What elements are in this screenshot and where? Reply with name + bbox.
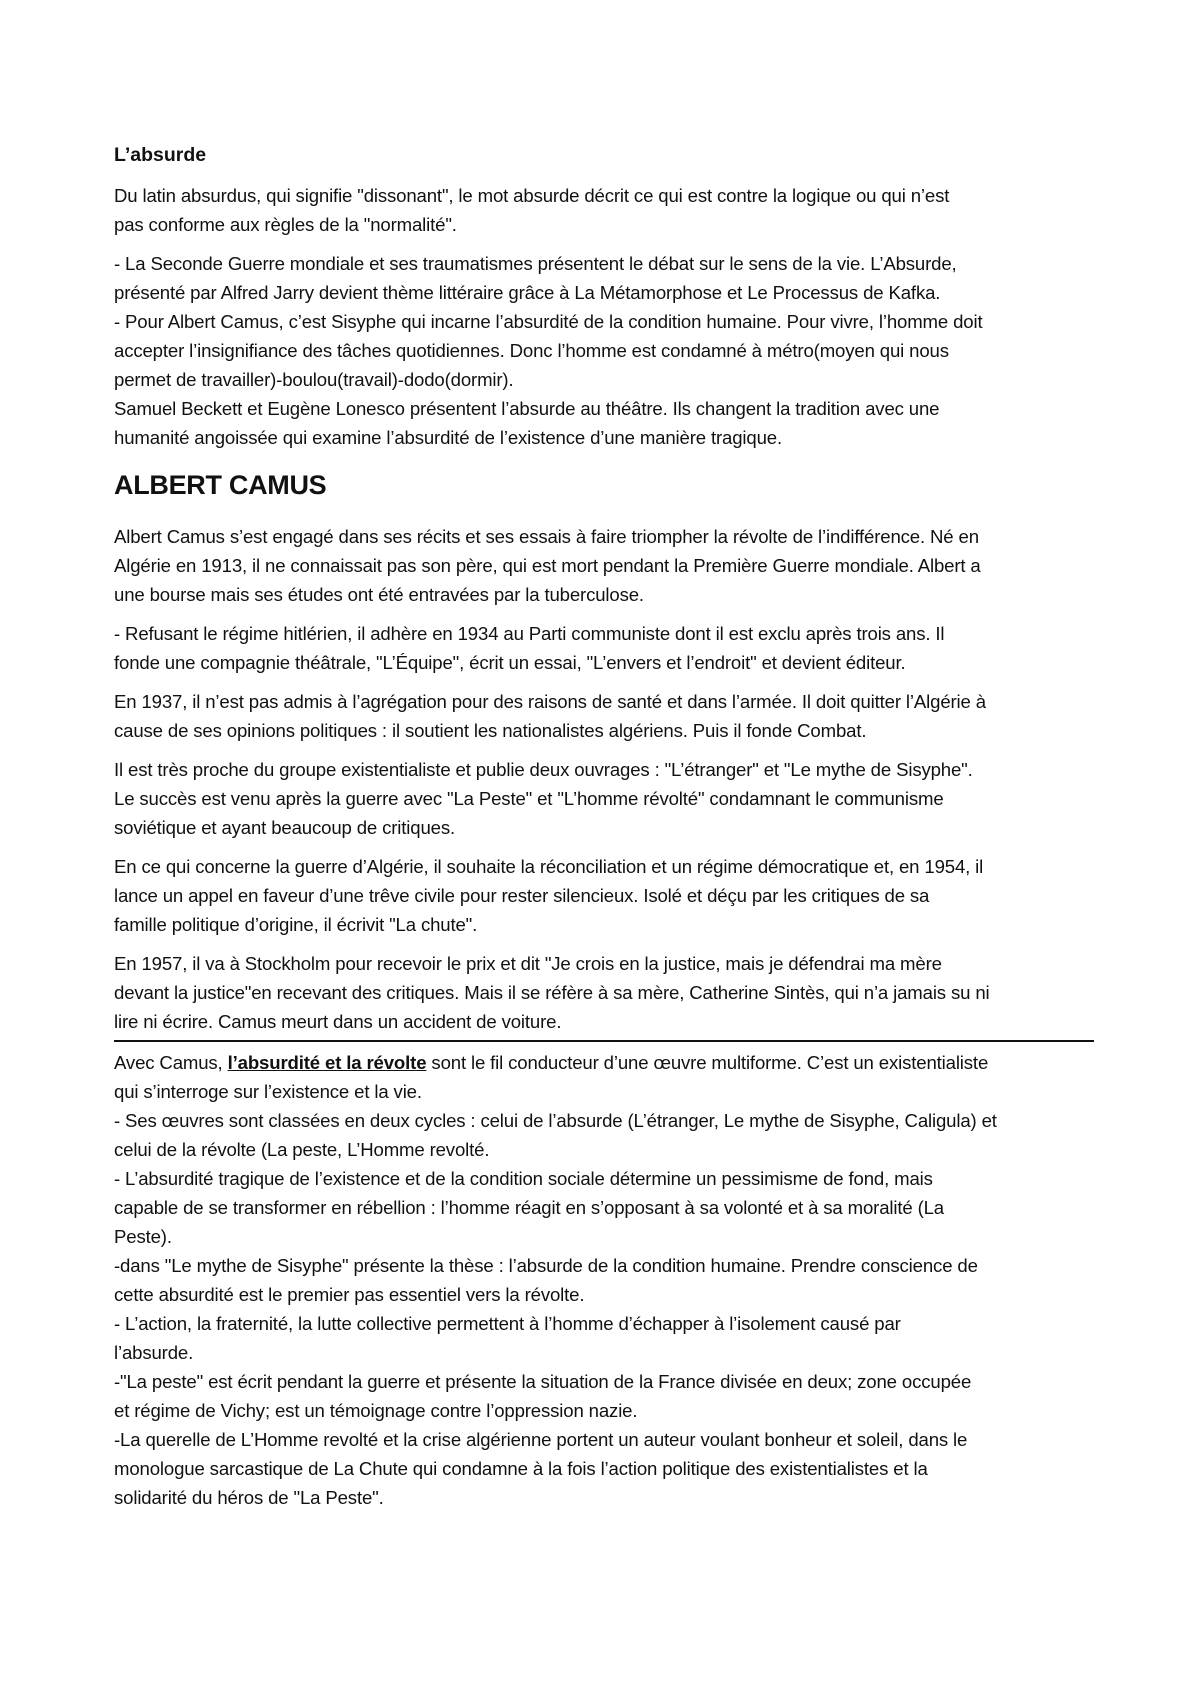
absurde-paragraph xyxy=(114,249,1090,452)
text-line: cause de ses opinions politiques : il soutient les nationalistes algériens. Puis il fonde Combat. xyxy=(114,720,867,741)
text-line: Albert Camus s’est engagé dans ses récits et ses essais à faire triompher la révolte de l’indifférence. Né en xyxy=(114,526,979,547)
text-line: - L’absurdité tragique de l’existence et de la condition sociale détermine un pessimisme de fond, mais xyxy=(114,1168,933,1189)
highlight-absurdite-revolte: l’absurdité et la révolte xyxy=(227,1052,427,1073)
text-line: - La Seconde Guerre mondiale et ses traumatismes présentent le débat sur le sens de la vie. L’Absurde, xyxy=(114,253,957,274)
text-line: devant la justice"en recevant des critiques. Mais il se réfère à sa mère, Catherine Sintès, qui n’a jamais su ni xyxy=(114,982,990,1003)
text-before: Avec Camus, xyxy=(114,1052,228,1073)
camus-paragraph-6 xyxy=(114,949,1090,1036)
text-line: permet de travailler)-boulou(travail)-dodo(dormir). xyxy=(114,369,514,390)
camus-paragraph-4 xyxy=(114,755,1090,842)
text-line: -"La peste" est écrit pendant la guerre et présente la situation de la France divisée en deux; zone occupée xyxy=(114,1371,972,1392)
text-line: Il est très proche du groupe existentialiste et publie deux ouvrages : "L’étranger" et "Le mythe de Sisyphe". xyxy=(114,759,973,780)
text-line: humanité angoissée qui examine l’absurdité de l’existence d’une manière tragique. xyxy=(114,427,782,448)
text-line: accepter l’insignifiance des tâches quotidiennes. Donc l’homme est condamné à métro(moyen qui nous xyxy=(114,340,949,361)
text-line: - Ses œuvres sont classées en deux cycles : celui de l’absurde (L’étranger, Le mythe de Sisyphe, Caligula) et xyxy=(114,1110,997,1131)
text-line: Le succès est venu après la guerre avec "La Peste" et "L’homme révolté" condamnant le communisme xyxy=(114,788,944,809)
text-line: Algérie en 1913, il ne connaissait pas son père, qui est mort pendant la Première Guerre mondiale. Albert a xyxy=(114,555,981,576)
text-line: soviétique et ayant beaucoup de critiques. xyxy=(114,817,456,838)
text-line: solidarité du héros de "La Peste". xyxy=(114,1487,384,1508)
text-line: En 1937, il n’est pas admis à l’agrégation pour des raisons de santé et dans l’armée. Il doit quitter l’Algérie à xyxy=(114,691,986,712)
text-line: - Refusant le régime hitlérien, il adhère en 1934 au Parti communiste dont il est exclu après trois ans. Il xyxy=(114,623,945,644)
text-line: Samuel Beckett et Eugène Lonesco présentent l’absurde au théâtre. Ils changent la tradition avec une xyxy=(114,398,940,419)
text-line: En ce qui concerne la guerre d’Algérie, il souhaite la réconciliation et un régime démocratique et, en 1954, il xyxy=(114,856,984,877)
text-after: sont le fil conducteur d’une œuvre multiforme. C’est un existentialiste xyxy=(426,1052,989,1073)
text-line: une bourse mais ses études ont été entravées par la tuberculose. xyxy=(114,584,644,605)
heading-albert-camus: ALBERT CAMUS xyxy=(114,470,327,500)
text-line: - Pour Albert Camus, c’est Sisyphe qui incarne l’absurdité de la condition humaine. Pour vivre, l’homme doit xyxy=(114,311,983,332)
text-line: lire ni écrire. Camus meurt dans un accident de voiture. xyxy=(114,1011,562,1032)
text-line: pas conforme aux règles de la "normalité". xyxy=(114,214,457,235)
section-divider xyxy=(114,1040,1094,1042)
text-line: cette absurdité est le premier pas essentiel vers la révolte. xyxy=(114,1284,585,1305)
text-line: Du latin absurdus, qui signifie "dissonant", le mot absurde décrit ce qui est contre la logique ou qui n’est xyxy=(114,185,950,206)
intro-paragraph xyxy=(114,181,1090,239)
camus-oeuvre-paragraph xyxy=(114,1048,1090,1512)
text-line: lance un appel en faveur d’une trêve civile pour rester silencieux. Isolé et déçu par les critiques de sa xyxy=(114,885,930,906)
camus-paragraph-1 xyxy=(114,522,1090,609)
camus-paragraph-3 xyxy=(114,687,1090,745)
text-line: Peste). xyxy=(114,1226,172,1247)
camus-paragraph-2 xyxy=(114,619,1090,677)
text-line: présenté par Alfred Jarry devient thème littéraire grâce à La Métamorphose et Le Processus de Kafka. xyxy=(114,282,941,303)
text-line: fonde une compagnie théâtrale, "L’Équipe", écrit un essai, "L’envers et l’endroit" et devient éditeur. xyxy=(114,652,906,673)
text-line: - L’action, la fraternité, la lutte collective permettent à l’homme d’échapper à l’isolement causé par xyxy=(114,1313,901,1334)
text-line: capable de se transformer en rébellion : l’homme réagit en s’opposant à sa volonté et à sa moralité (La xyxy=(114,1197,945,1218)
text-line: monologue sarcastique de La Chute qui condamne à la fois l’action politique des existentialistes et la xyxy=(114,1458,928,1479)
camus-paragraph-5 xyxy=(114,852,1090,939)
text-line: En 1957, il va à Stockholm pour recevoir le prix et dit "Je crois en la justice, mais je défendrai ma mère xyxy=(114,953,942,974)
text-line: famille politique d’origine, il écrivit "La chute". xyxy=(114,914,478,935)
text-line: qui s’interroge sur l’existence et la vie. xyxy=(114,1081,422,1102)
text-line: et régime de Vichy; est un témoignage contre l’oppression nazie. xyxy=(114,1400,638,1421)
text-line xyxy=(114,1048,1090,1077)
text-line: celui de la révolte (La peste, L’Homme revolté. xyxy=(114,1139,490,1160)
text-line: -La querelle de L’Homme revolté et la crise algérienne portent un auteur voulant bonheur et soleil, dans le xyxy=(114,1429,968,1450)
text-line: -dans "Le mythe de Sisyphe" présente la thèse : l’absurde de la condition humaine. Prendre conscience de xyxy=(114,1255,978,1276)
text-line: l’absurde. xyxy=(114,1342,194,1363)
heading-absurde: L’absurde xyxy=(114,144,207,166)
